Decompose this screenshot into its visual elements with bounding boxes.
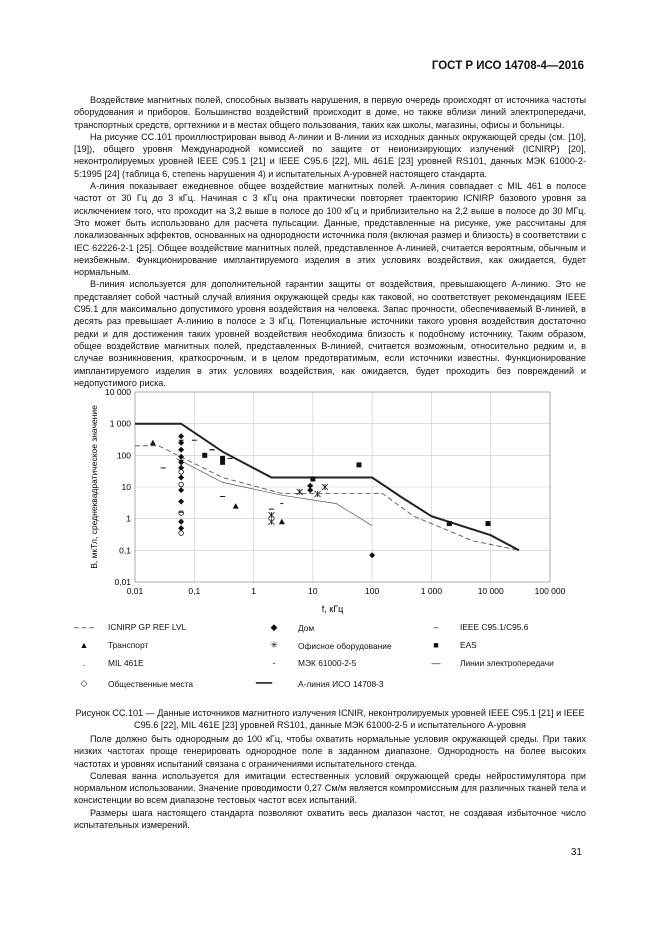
legend-item [250,658,356,668]
x-tick-label: 1 [251,586,256,596]
x-tick-label: 0,01 [126,586,144,596]
legend-label: Офисное оборудование [298,640,392,651]
y-tick-label: 10 [121,482,131,492]
legend-item [230,678,384,689]
legend-symbol: ■ [433,640,439,650]
data-point-diamond [178,498,184,504]
data-point-diamond [307,483,313,489]
x-tick-label: 100 000 [534,586,566,596]
legend-item [412,658,554,668]
data-point-triangle [279,519,285,525]
legend-symbol: ▲ [79,640,89,650]
legend-item [60,622,186,632]
data-point-diamond [178,487,184,493]
legend-item [60,678,193,689]
paragraph: Поле должно быть однородным до 100 кГц, чтобы охватить нормальные условия окружающей среды. При таких низких частотах проще генерировать однородное поле в заданном диапазоне. Однородность на более высоких частотах и уровнях испытаний связана с ограничениями испытательного стенда. [74,734,586,769]
paragraph: А-линия показывает ежедневное общее воздействие магнитных полей. А-линия совпадает с MIL 461 в полосе частот от 30 Гц до 3 кГц. Начиная с 3 кГц она практически повторяет траекторию ICNIRP базового уровня за исключением того, что проходит на 3,2 выше в полосе до 100 кГц и приблизительно на 2,2 выше в полосе до 30 МГц. Это может быть использовано для расчета пульсации. Данные, представленные на рисунке, уже рассчитаны для локализованных эффектов, основанных на однородности источника поля (включая размер и близость) в соответствии с IEC 62226-2-1 [25]. Общее воздействие магнитных полей, представленное А-линией, считается вероятным, обычным и неизбежным. Функционирование имплантируемого изделия в этих условиях воздействия, как ожидается, будет нормальным. [74,181,586,278]
y-tick-label: 100 [116,450,131,461]
paragraph: Солевая ванна используется для имитации естественных условий окружающей среды нейростимулятора при нормальном использовании. Значение проводимости 0,27 См/м является компромиссным для различных тканей тела и консистенции во всем диапазоне тестовых частот всех испытаний. [74,770,586,806]
paragraph: Воздействие магнитных полей, способных вызвать нарушения, в первую очередь происходят от источника частоты оборудования и приборов. Большинство воздействий происходит в доме, но также вблизи линий электропередачи, транспортных средств, оргтехники и в местах общего пользования, таких как школы, магазины, офисы и больницы. [74,95,586,130]
chart-line-dashed [135,446,519,551]
legend-label: Дом [298,622,315,633]
figure-chart [60,380,580,615]
legend-label: МЭК 61000-2-5 [298,658,357,668]
legend-label: MIL 461E [108,658,144,668]
data-point-square [356,462,361,467]
figure-caption: Рисунок СС.101 — Данные источников магнитного излучения ICNIR, неконтролируемых уровней IEEE C95.1 [21] и IEEE C95.6 [22], MIL 461E [23] уровней RS101, данные МЭК 61000-2-5 и испытательного А-уровня [75,708,585,731]
legend-symbol: — [431,658,441,668]
legend-label: Общественные места [108,678,194,689]
legend-label: IEEE C95.1/C95.6 [460,622,529,632]
legend-symbol: - [272,658,276,668]
data-point-diamond [369,552,375,558]
legend-symbol: – – – [73,622,95,632]
data-point-square [202,453,207,458]
legend-label: ICNIRP GP REF LVL [108,622,187,632]
legend-item [250,640,392,651]
data-point-square [447,521,452,526]
y-tick-label: 0,01 [114,577,131,587]
y-axis-label: B, мкТл, среднеквадратическое значение [89,405,99,569]
x-axis-label: f, кГц [321,604,344,614]
legend-label: Транспорт [108,640,149,650]
body-text-bottom [74,733,586,831]
chart-line-thin [176,458,372,525]
data-point-asterisk [315,491,321,497]
legend-item [412,622,528,632]
legend-label: А-линия ИСО 14708-3 [298,678,384,689]
legend-item [412,640,477,650]
y-tick-label: 1 [126,513,131,524]
legend-symbol: – [433,622,439,632]
x-tick-label: 0,1 [188,586,201,596]
body-text-top [74,94,586,389]
chart-legend [60,622,600,697]
y-tick-label: 1 000 [109,418,131,429]
data-point-diamond [178,454,184,460]
legend-label: Линии электропередачи [460,658,554,668]
x-tick-label: 1 000 [420,586,443,596]
paragraph: На рисунке СС.101 проиллюстрирован вывод А-линии и В-линии из исходных данных окружающей среды (см. [10], [19]), общего уровня Международной комиссией по защите от неионизирующих излучений (ICNIRP) [20], неконтролируемых уровней IEEE C95.1 [21] и IEEE C95.6 [22], MIL 461E [23] уровней RS101, данных МЭК 61000-2-5:1995 [24] (таблица 6, степень нарушения 4) и испытательных А-уровней настоящего стандарта. [74,131,586,179]
legend-item [250,622,314,633]
legend-symbol: ◇ [80,678,88,688]
data-point-diamond [178,447,184,453]
legend-item [60,658,144,668]
data-point-circle [179,511,184,516]
data-point-square [486,521,491,526]
y-tick-label: 0,1 [119,545,131,556]
x-tick-label: 100 [365,586,380,596]
x-tick-label: 10 [308,586,318,596]
page-number: 31 [570,847,582,858]
legend-item [60,640,148,650]
document-header: ГОСТ Р ИСО 14708-4—2016 [431,60,584,72]
data-point-asterisk [268,519,274,525]
data-point-circle [179,482,184,487]
data-point-diamond [178,525,184,531]
legend-symbol: ◆ [270,622,278,632]
data-point-circle [179,470,184,475]
data-point-circle [179,531,184,536]
data-point-triangle [233,503,239,509]
legend-symbol: ✳ [270,640,278,650]
legend-symbol: . [82,658,86,668]
paragraph: Размеры шага настоящего стандарта позволяют охватить весь диапазон частот, не создавая избыточное число испытательных измерений. [74,807,586,831]
data-point-square [220,456,225,461]
data-point-asterisk [297,489,303,495]
data-point-square [310,476,315,481]
legend-label: EAS [460,640,477,650]
paragraph: В-линия используется для дополнительной гарантии защиты от воздействия, превышающего А-линию. Это не представляет собой частный случай влияния окружающей среды как таковой, но соответствует рекомендациям IEEE C95.1 для максимально допустимого уровня воздействия на человека. Запас прочности, обеспечиваемый В-линией, в десять раз превышает А-линию в полосе ≥ 3 кГц. Потенциальные источники такого уровня воздействия достаточно редки и для достижения таких уровней воздействия необходима близость к подобному источнику. Таким образом, общее воздействие магнитных полей, представленных В-линией, считается возможным, относительно редким и, в случае возникновения, краткосрочным, и в целом предотвратимым, если источники известны. Функционирование имплантируемого изделия в этих условиях воздействия, как ожидается, будет проходить без повреждений и недопустимого риска. [74,279,586,388]
y-tick-label: 10 000 [105,387,131,397]
legend-symbol: ━━━ [255,678,273,688]
x-tick-label: 10 000 [477,586,504,596]
data-point-triangle [150,440,156,446]
data-point-diamond [178,433,184,439]
data-point-asterisk [268,512,274,518]
